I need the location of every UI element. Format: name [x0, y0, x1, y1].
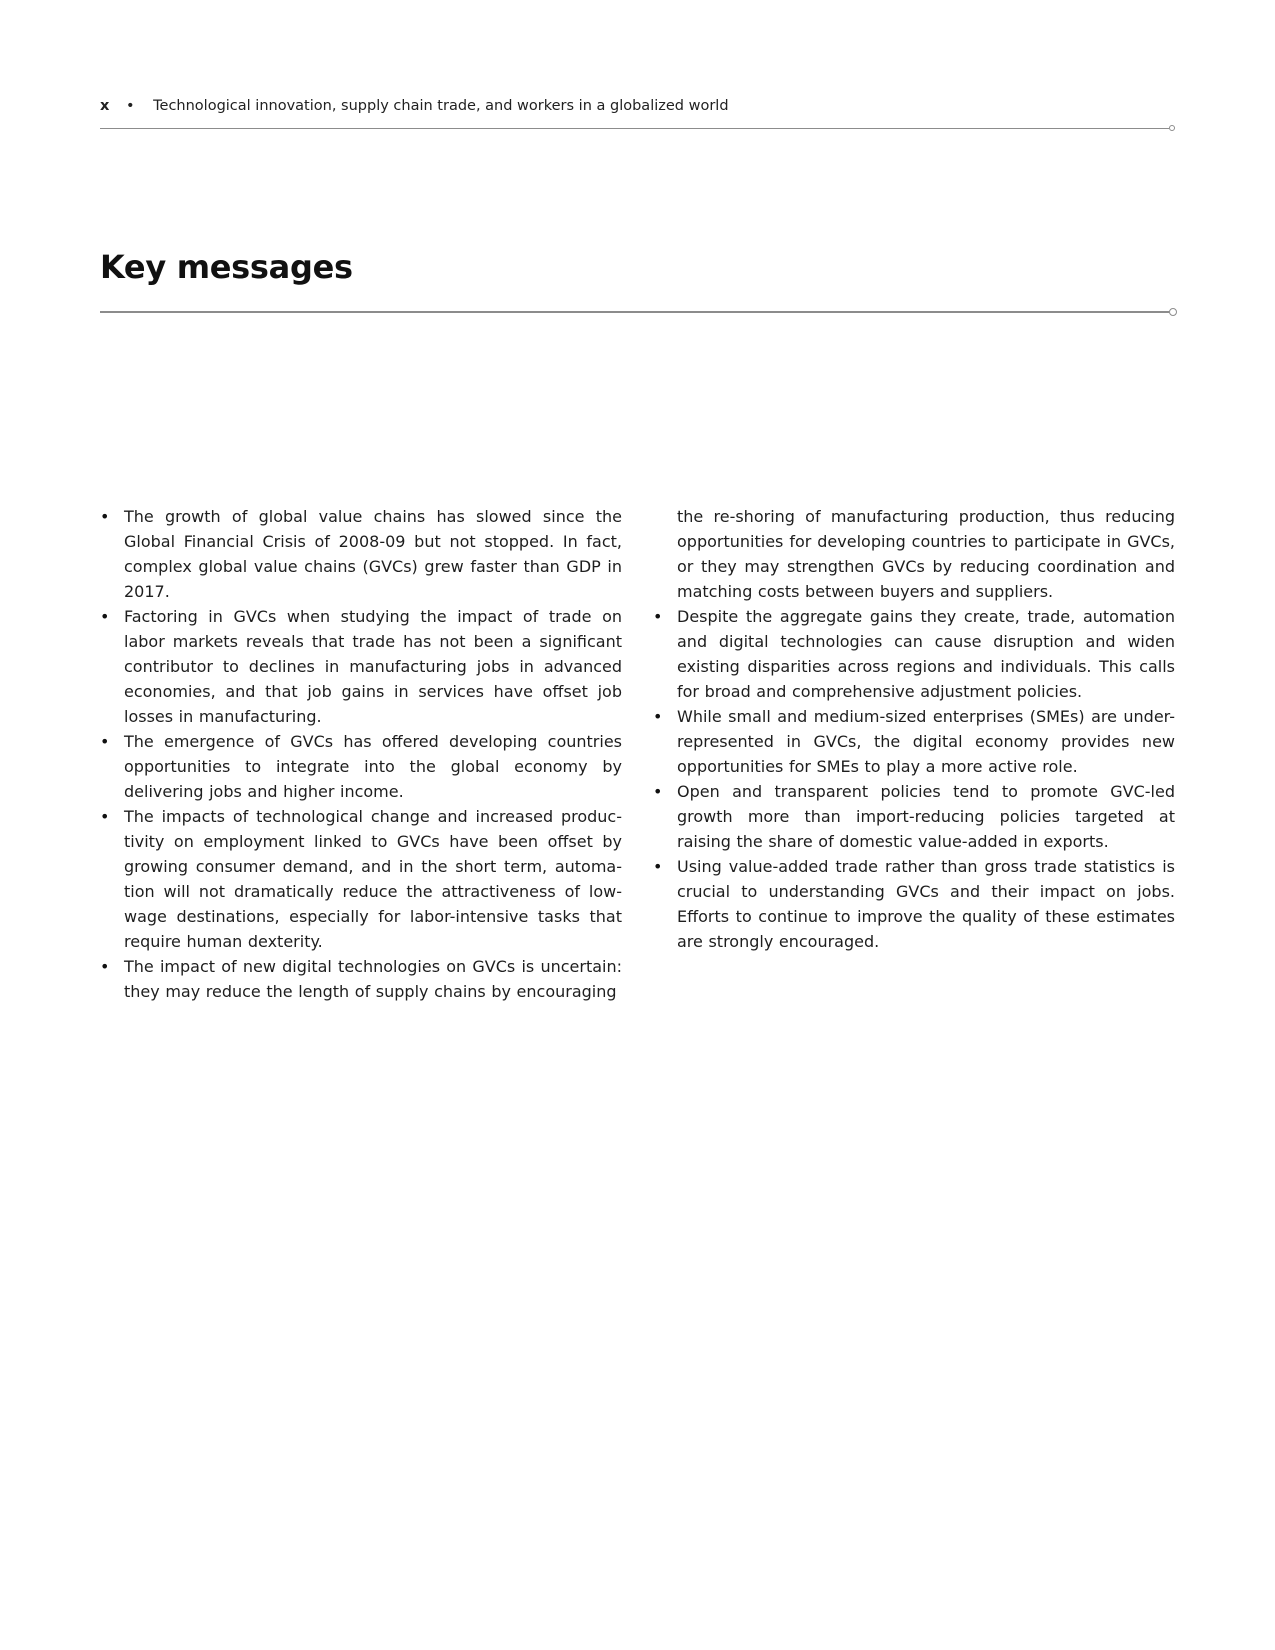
list-item: • The impacts of technological change and increased productivity on employment linked to GVCs have been offset by growing consumer demand, and in the short term, automation will not dramatically reduce the attractiveness of low-wage destinations, especially for labor-intensive tasks that require human dexterity.	[100, 804, 622, 954]
list-item: • Using value-added trade rather than gross trade statistics is crucial to understanding GVCs and their impact on jobs. Efforts to continue to improve the quality of these estimates are strongly encouraged.	[653, 854, 1175, 954]
running-head-separator: •	[125, 98, 135, 114]
list-item: • The growth of global value chains has slowed since the Global Financial Crisis of 2008-09 but not stopped. In fact, complex global value chains (GVCs) grew faster than GDP in 2017.	[100, 504, 622, 604]
list-item: • Factoring in GVCs when studying the impact of trade on labor markets reveals that trade has not been a significant contributor to declines in manufacturing jobs in advanced economies, and that job gains in services have offset job losses in manufacturing.	[100, 604, 622, 729]
section-title-rule-line	[100, 311, 1169, 313]
list-item: • Open and transparent policies tend to promote GVC-led growth more than import-reducing policies targeted at raising the share of domestic value-added in exports.	[653, 779, 1175, 854]
list-item-continuation: the re-shoring of manufacturing production, thus reducing opportunities for developing countries to participate in GVCs, or they may strengthen GVCs by reducing coordination and matching costs between buyers and suppliers.	[677, 507, 1175, 601]
left-bullet-list	[100, 504, 622, 1004]
running-head	[100, 98, 1170, 115]
running-head-title: Technological innovation, supply chain trade, and workers in a globalized world	[153, 98, 729, 114]
page-number: x	[100, 98, 110, 114]
key-messages-body	[100, 504, 1175, 1004]
left-column	[100, 504, 622, 1004]
section-title: Key messages	[100, 248, 353, 286]
header-rule-end-circle	[1169, 125, 1175, 131]
list-item: • The emergence of GVCs has offered developing countries opportunities to integrate into the global economy by delivering jobs and higher income.	[100, 729, 622, 804]
list-item: • While small and medium-sized enterprises (SMEs) are under-represented in GVCs, the digital economy provides new opportunities for SMEs to play a more active role.	[653, 704, 1175, 779]
right-bullet-list	[653, 604, 1175, 954]
right-column	[653, 504, 1175, 954]
section-title-rule-end-circle	[1169, 308, 1177, 316]
list-item: • Despite the aggregate gains they create, trade, automation and digital technologies can cause disruption and widen existing disparities across regions and individuals. This calls for broad and comprehensive adjustment policies.	[653, 604, 1175, 704]
header-rule-line	[100, 128, 1169, 129]
list-item: • The impact of new digital technologies on GVCs is uncertain: they may reduce the length of supply chains by encouraging	[100, 954, 622, 1004]
